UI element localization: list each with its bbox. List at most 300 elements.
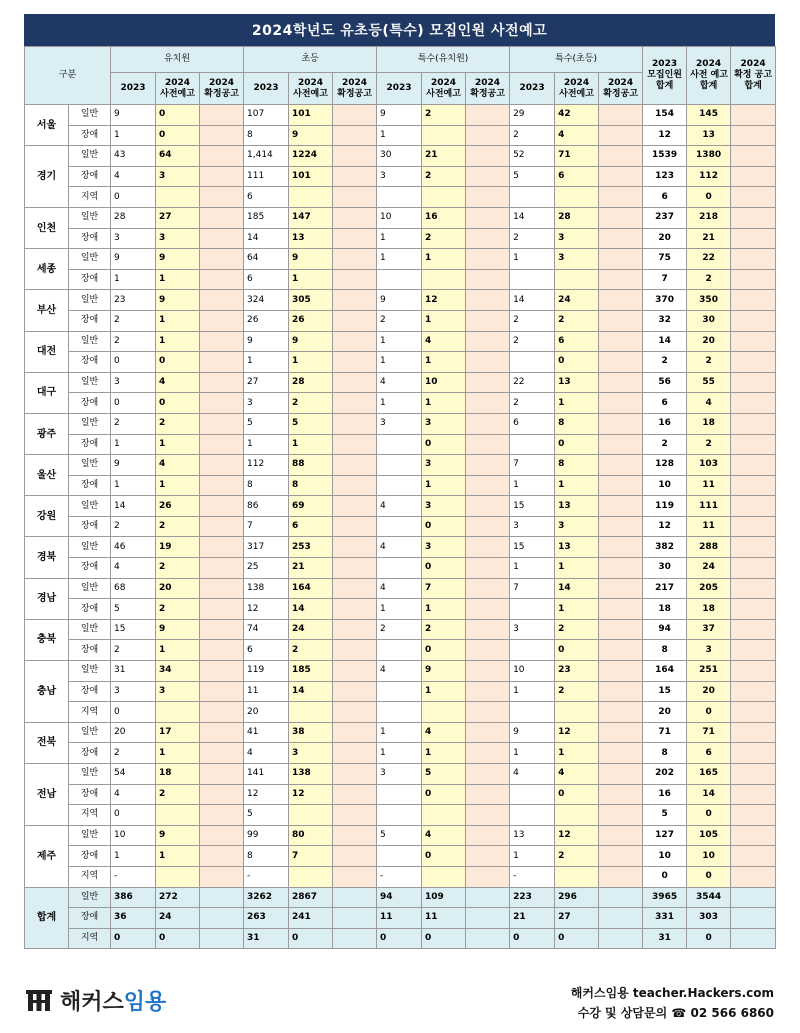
sum-2024-preview-cell: 55 [687,372,731,393]
value-2024-confirmed-cell [466,496,510,517]
value-2024-preview-cell: 2 [422,619,466,640]
value-2023-cell: 4 [111,558,156,579]
value-2024-confirmed-cell [599,290,643,311]
table-row [25,228,776,249]
value-2023-cell: 107 [244,105,289,126]
value-2023-cell: 86 [244,496,289,517]
table-row [25,702,776,723]
header-sum-2023: 2023 모집인원 합계 [643,47,687,105]
sum-2023-cell: 15 [643,681,687,702]
value-2024-preview-cell: 26 [156,496,200,517]
sum-2023-cell: 8 [643,743,687,764]
sum-2023-cell: 154 [643,105,687,126]
value-2024-confirmed-cell [466,455,510,476]
sum-2024-confirmed-cell [731,105,776,126]
category-cell: 장애 [69,681,111,702]
value-2024-confirmed-cell [466,846,510,867]
value-2023-cell [510,269,555,290]
value-2023-cell: 4 [510,764,555,785]
sum-2023-cell: 20 [643,228,687,249]
value-2024-preview-cell: 272 [156,887,200,908]
value-2024-confirmed-cell [599,207,643,228]
region-cell: 합계 [25,887,69,949]
value-2023-cell [377,681,422,702]
value-2023-cell: 1 [510,249,555,270]
header-sub-1-2: 2024 확정공고 [333,73,377,105]
value-2024-preview-cell [156,805,200,826]
table-row [25,187,776,208]
value-2024-confirmed-cell [466,166,510,187]
value-2023-cell [510,805,555,826]
value-2024-confirmed-cell [333,702,377,723]
value-2023-cell: 6 [510,413,555,434]
sum-2024-preview-cell: 0 [687,187,731,208]
value-2024-preview-cell: 0 [156,125,200,146]
value-2024-confirmed-cell [333,887,377,908]
sum-2024-preview-cell: 11 [687,516,731,537]
value-2023-cell: 28 [111,207,156,228]
sum-2024-confirmed-cell [731,681,776,702]
value-2023-cell [377,455,422,476]
value-2023-cell: 43 [111,146,156,167]
table-row [25,269,776,290]
value-2024-confirmed-cell [466,702,510,723]
value-2024-confirmed-cell [599,743,643,764]
value-2024-preview-cell: 8 [289,475,333,496]
value-2024-preview-cell: 1 [422,310,466,331]
value-2024-preview-cell: 0 [422,640,466,661]
sum-2024-preview-cell: 18 [687,599,731,620]
category-cell: 일반 [69,825,111,846]
value-2024-confirmed-cell [200,496,244,517]
value-2023-cell: 0 [111,187,156,208]
header-sub-2-0: 2023 [377,73,422,105]
value-2023-cell: - [111,866,156,887]
value-2024-confirmed-cell [200,887,244,908]
value-2024-preview-cell: 2 [422,105,466,126]
value-2023-cell: 15 [510,496,555,517]
header-sub-2-2: 2024 확정공고 [466,73,510,105]
value-2024-preview-cell: 9 [156,619,200,640]
value-2024-preview-cell: 1 [555,558,599,579]
value-2024-confirmed-cell [200,661,244,682]
value-2024-confirmed-cell [466,393,510,414]
table-row [25,558,776,579]
value-2024-preview-cell: 0 [156,105,200,126]
sum-2024-confirmed-cell [731,784,776,805]
category-cell: 장애 [69,558,111,579]
value-2024-confirmed-cell [466,908,510,929]
value-2023-cell [377,269,422,290]
value-2024-preview-cell: 9 [156,290,200,311]
value-2023-cell: 6 [244,640,289,661]
value-2024-confirmed-cell [599,496,643,517]
value-2023-cell: 138 [244,578,289,599]
value-2023-cell: 9 [111,249,156,270]
sum-2024-confirmed-cell [731,290,776,311]
table-row [25,207,776,228]
value-2024-preview-cell: 1 [555,743,599,764]
logo-text-accent: 임용 [123,989,167,1015]
value-2023-cell [510,702,555,723]
value-2023-cell: 3 [244,393,289,414]
value-2024-confirmed-cell [333,558,377,579]
category-cell: 장애 [69,640,111,661]
value-2024-preview-cell: 5 [422,764,466,785]
value-2024-preview-cell: 3 [555,249,599,270]
table-row [25,640,776,661]
value-2023-cell: 6 [244,269,289,290]
category-cell: 일반 [69,764,111,785]
value-2024-preview-cell: 27 [156,207,200,228]
value-2024-confirmed-cell [599,784,643,805]
header-sum-2024-preview: 2024 사전 예고 합계 [687,47,731,105]
value-2023-cell: 2 [510,393,555,414]
value-2023-cell: 9 [377,105,422,126]
value-2024-confirmed-cell [333,619,377,640]
value-2024-preview-cell: 3 [422,413,466,434]
sum-2024-preview-cell: 111 [687,496,731,517]
value-2024-preview-cell [156,866,200,887]
sum-2024-confirmed-cell [731,619,776,640]
value-2024-confirmed-cell [466,764,510,785]
value-2024-confirmed-cell [333,187,377,208]
header-gubun: 구분 [25,47,111,105]
sum-2024-confirmed-cell [731,887,776,908]
value-2024-confirmed-cell [466,125,510,146]
value-2023-cell: 8 [244,125,289,146]
sum-2023-cell: 56 [643,372,687,393]
sum-2023-cell: 2 [643,352,687,373]
value-2024-preview-cell: 14 [289,681,333,702]
value-2024-preview-cell: 12 [289,784,333,805]
table-row [25,866,776,887]
category-cell: 일반 [69,105,111,126]
value-2024-confirmed-cell [200,866,244,887]
value-2023-cell: 68 [111,578,156,599]
value-2023-cell: 324 [244,290,289,311]
value-2023-cell: 14 [510,207,555,228]
value-2024-preview-cell [555,269,599,290]
sum-2024-preview-cell: 105 [687,825,731,846]
region-cell: 세종 [25,249,69,290]
value-2024-confirmed-cell [333,372,377,393]
value-2023-cell: 10 [111,825,156,846]
value-2024-confirmed-cell [333,393,377,414]
value-2024-preview-cell: 3 [156,166,200,187]
value-2024-confirmed-cell [466,475,510,496]
value-2024-preview-cell: 10 [422,372,466,393]
value-2023-cell: 112 [244,455,289,476]
value-2024-preview-cell: 3 [156,681,200,702]
value-2023-cell [510,434,555,455]
value-2023-cell: 4 [111,784,156,805]
value-2024-preview-cell [422,805,466,826]
category-cell: 장애 [69,743,111,764]
sum-2024-confirmed-cell [731,228,776,249]
value-2024-preview-cell: 109 [422,887,466,908]
table-row [25,372,776,393]
value-2023-cell: 3 [510,516,555,537]
sum-2023-cell: 12 [643,125,687,146]
value-2024-confirmed-cell [599,640,643,661]
sum-2023-cell: 10 [643,475,687,496]
value-2023-cell: 3 [377,764,422,785]
value-2024-confirmed-cell [200,702,244,723]
value-2023-cell: 2 [111,331,156,352]
table-row [25,578,776,599]
value-2024-preview-cell: 1 [156,640,200,661]
value-2023-cell: 99 [244,825,289,846]
value-2024-confirmed-cell [599,866,643,887]
value-2023-cell: 2 [510,310,555,331]
value-2023-cell: 1 [377,352,422,373]
value-2024-confirmed-cell [599,228,643,249]
sum-2023-cell: 119 [643,496,687,517]
value-2023-cell: 3 [377,166,422,187]
value-2024-preview-cell: 147 [289,207,333,228]
value-2024-confirmed-cell [466,187,510,208]
value-2023-cell: 3 [510,619,555,640]
table-row [25,599,776,620]
value-2023-cell: 1 [377,331,422,352]
table-row [25,475,776,496]
value-2024-preview-cell: 2 [156,516,200,537]
sum-2024-confirmed-cell [731,516,776,537]
value-2023-cell: 22 [510,372,555,393]
sum-2024-preview-cell: 11 [687,475,731,496]
value-2023-cell: 1 [510,681,555,702]
value-2024-confirmed-cell [200,516,244,537]
value-2024-confirmed-cell [200,578,244,599]
total-row [25,908,776,929]
value-2024-confirmed-cell [599,661,643,682]
sum-2024-confirmed-cell [731,310,776,331]
region-cell: 대구 [25,372,69,413]
category-cell: 일반 [69,578,111,599]
value-2024-preview-cell: 1 [156,475,200,496]
sum-2024-confirmed-cell [731,496,776,517]
value-2024-preview-cell: 2 [289,640,333,661]
table-row [25,619,776,640]
value-2024-preview-cell: 4 [156,455,200,476]
value-2024-confirmed-cell [200,908,244,929]
table-row [25,537,776,558]
value-2024-confirmed-cell [333,743,377,764]
value-2024-preview-cell: 7 [422,578,466,599]
value-2023-cell: 64 [244,249,289,270]
value-2024-confirmed-cell [200,187,244,208]
value-2024-confirmed-cell [200,928,244,949]
footer-site: 해커스임용 teacher.Hackers.com [570,986,774,1000]
value-2024-preview-cell: 1 [555,475,599,496]
value-2024-confirmed-cell [333,475,377,496]
sum-2024-preview-cell: 3544 [687,887,731,908]
table-header [25,47,776,105]
category-cell: 장애 [69,434,111,455]
value-2023-cell: 5 [111,599,156,620]
value-2024-preview-cell [289,187,333,208]
category-cell: 장애 [69,310,111,331]
sum-2024-confirmed-cell [731,166,776,187]
total-row [25,928,776,949]
sum-2024-preview-cell: 103 [687,455,731,476]
value-2024-confirmed-cell [466,887,510,908]
value-2024-preview-cell: 42 [555,105,599,126]
value-2024-confirmed-cell [599,619,643,640]
sum-2023-cell: 123 [643,166,687,187]
value-2023-cell: 3 [111,681,156,702]
sum-2024-confirmed-cell [731,207,776,228]
sum-2023-cell: 10 [643,846,687,867]
value-2024-confirmed-cell [333,784,377,805]
sum-2024-confirmed-cell [731,722,776,743]
value-2024-confirmed-cell [466,558,510,579]
sum-2023-cell: 382 [643,537,687,558]
value-2024-confirmed-cell [599,681,643,702]
table-row [25,413,776,434]
value-2024-preview-cell: 69 [289,496,333,517]
value-2023-cell: - [510,866,555,887]
sum-2024-preview-cell: 112 [687,166,731,187]
value-2023-cell: 9 [510,722,555,743]
sum-2024-confirmed-cell [731,269,776,290]
sum-2024-confirmed-cell [731,475,776,496]
value-2024-confirmed-cell [466,578,510,599]
value-2024-confirmed-cell [200,455,244,476]
value-2024-confirmed-cell [200,310,244,331]
value-2024-confirmed-cell [333,125,377,146]
value-2024-confirmed-cell [599,722,643,743]
logo-text-main: 해커스 [60,989,124,1015]
value-2024-confirmed-cell [466,640,510,661]
sum-2024-confirmed-cell [731,599,776,620]
category-cell: 장애 [69,166,111,187]
value-2024-preview-cell: 1 [422,393,466,414]
value-2024-confirmed-cell [200,331,244,352]
value-2023-cell: 8 [244,475,289,496]
sum-2024-confirmed-cell [731,125,776,146]
value-2024-confirmed-cell [333,269,377,290]
value-2024-preview-cell: 138 [289,764,333,785]
value-2024-preview-cell [156,187,200,208]
value-2024-confirmed-cell [466,105,510,126]
sum-2023-cell: 8 [643,640,687,661]
value-2024-preview-cell: 80 [289,825,333,846]
value-2024-preview-cell: 2 [289,393,333,414]
value-2023-cell: 0 [111,393,156,414]
sum-2024-preview-cell: 24 [687,558,731,579]
sum-2023-cell: 127 [643,825,687,846]
value-2023-cell: 4 [244,743,289,764]
sum-2023-cell: 3965 [643,887,687,908]
sum-2024-preview-cell: 22 [687,249,731,270]
value-2023-cell: 0 [111,702,156,723]
table-row [25,249,776,270]
value-2023-cell: 1 [377,743,422,764]
value-2023-cell [377,516,422,537]
sum-2023-cell: 32 [643,310,687,331]
sum-2024-confirmed-cell [731,558,776,579]
value-2024-confirmed-cell [599,578,643,599]
value-2024-confirmed-cell [466,228,510,249]
value-2023-cell: 9 [377,290,422,311]
value-2024-confirmed-cell [200,764,244,785]
table-row [25,681,776,702]
table-row [25,764,776,785]
value-2024-preview-cell: 12 [555,722,599,743]
value-2024-confirmed-cell [333,908,377,929]
value-2024-preview-cell: 101 [289,166,333,187]
category-cell: 장애 [69,599,111,620]
value-2023-cell: 1,414 [244,146,289,167]
value-2023-cell: 13 [510,825,555,846]
region-cell: 대전 [25,331,69,372]
sum-2024-preview-cell: 218 [687,207,731,228]
value-2024-preview-cell: 9 [422,661,466,682]
value-2024-preview-cell [555,702,599,723]
table-row [25,310,776,331]
sum-2023-cell: 20 [643,702,687,723]
value-2024-preview-cell: 3 [422,496,466,517]
value-2024-confirmed-cell [333,516,377,537]
value-2024-confirmed-cell [466,928,510,949]
sum-2024-preview-cell: 20 [687,331,731,352]
sum-2024-preview-cell: 0 [687,928,731,949]
table-row [25,846,776,867]
category-cell: 장애 [69,516,111,537]
value-2024-confirmed-cell [333,310,377,331]
value-2023-cell: 36 [111,908,156,929]
sum-2023-cell: 128 [643,455,687,476]
value-2024-confirmed-cell [200,352,244,373]
value-2024-preview-cell: 1 [555,393,599,414]
sum-2024-preview-cell: 6 [687,743,731,764]
value-2024-preview-cell: 1 [156,310,200,331]
value-2024-confirmed-cell [200,640,244,661]
sum-2023-cell: 2 [643,434,687,455]
value-2024-preview-cell: 305 [289,290,333,311]
table-row [25,146,776,167]
header-group-special-kindergarten: 특수(유치원) [377,47,510,73]
region-cell: 경기 [25,146,69,208]
category-cell: 지역 [69,805,111,826]
value-2024-confirmed-cell [200,207,244,228]
sum-2023-cell: 370 [643,290,687,311]
value-2024-confirmed-cell [599,887,643,908]
value-2024-confirmed-cell [599,413,643,434]
footer-contact [571,983,774,1023]
value-2024-preview-cell: 0 [555,434,599,455]
sum-2024-confirmed-cell [731,331,776,352]
value-2024-preview-cell [422,269,466,290]
region-cell: 울산 [25,455,69,496]
sum-2024-preview-cell: 303 [687,908,731,929]
value-2023-cell: 46 [111,537,156,558]
value-2023-cell: 1 [510,743,555,764]
value-2024-confirmed-cell [599,516,643,537]
table-row [25,455,776,476]
value-2023-cell: 0 [377,928,422,949]
value-2024-preview-cell: 2 [156,558,200,579]
value-2024-preview-cell: 5 [289,413,333,434]
value-2024-preview-cell: 6 [555,331,599,352]
category-cell: 일반 [69,413,111,434]
hackers-logo [24,985,166,1015]
value-2024-preview-cell: 27 [555,908,599,929]
value-2024-confirmed-cell [333,599,377,620]
region-cell: 인천 [25,207,69,248]
